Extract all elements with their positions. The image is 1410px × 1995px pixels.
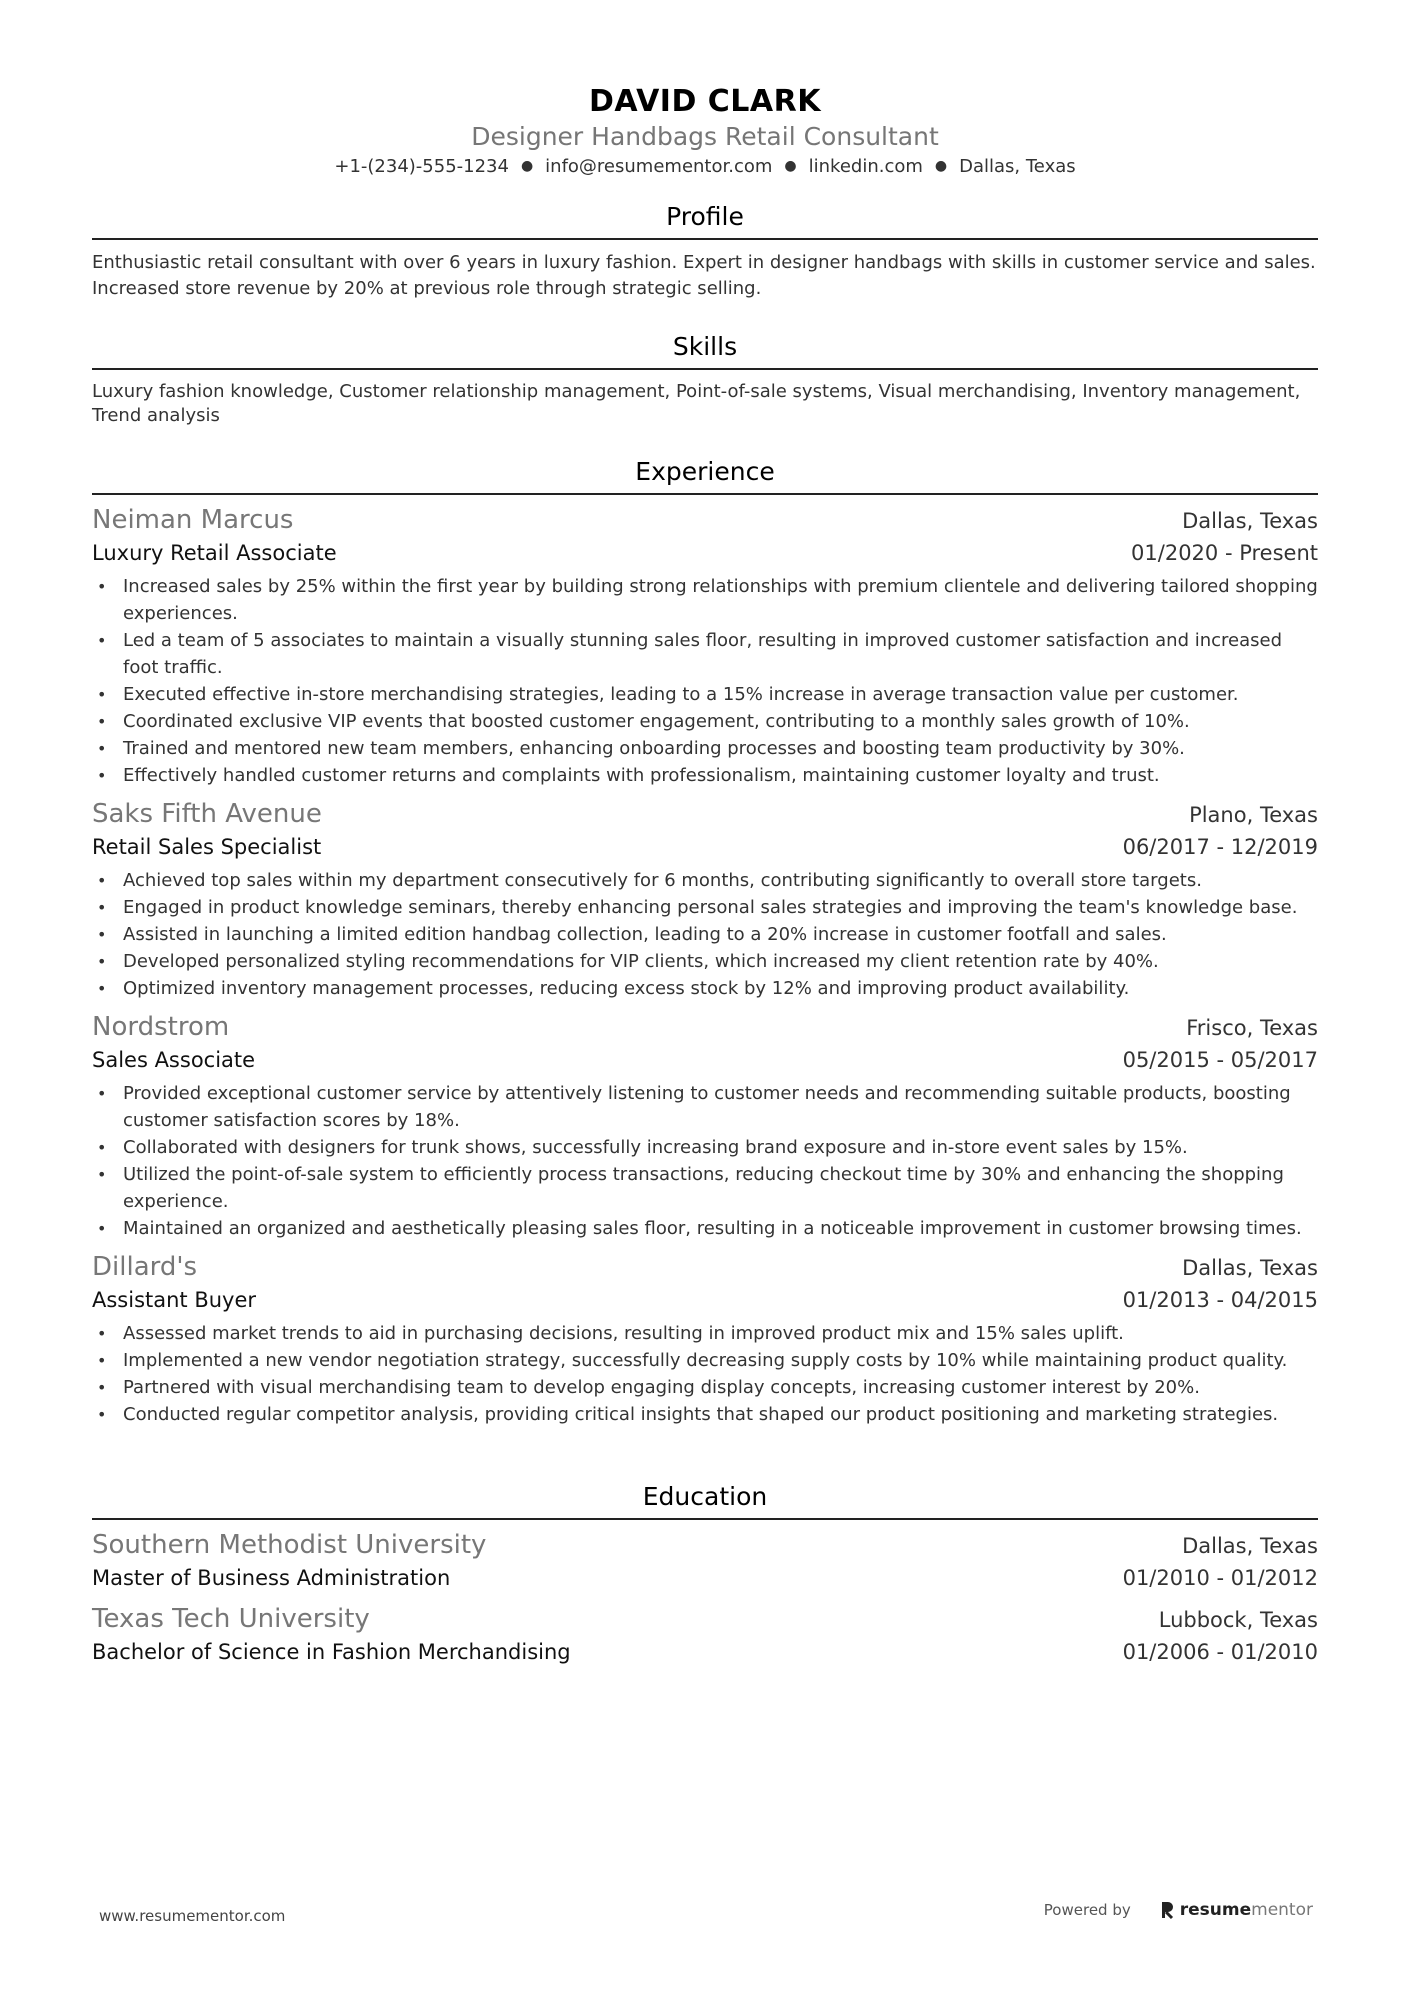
section-heading: Education bbox=[92, 1480, 1318, 1520]
bullet-item: • Assessed market trends to aid in purchasing decisions, resulting in improved product mix and 15% sales uplift. bbox=[92, 1320, 1318, 1347]
bullet-item: • Engaged in product knowledge seminars, thereby enhancing personal sales strategies and improving the team's knowledge base. bbox=[92, 894, 1318, 921]
school-location: Dallas, Texas bbox=[1182, 1534, 1318, 1558]
degree: Master of Business Administration bbox=[92, 1566, 451, 1590]
job-header bbox=[92, 503, 1318, 537]
job-subheader bbox=[92, 831, 1318, 863]
job-location: Frisco, Texas bbox=[1186, 1016, 1318, 1040]
company-name: Nordstrom bbox=[92, 1012, 230, 1042]
powered-by-label: Powered by bbox=[1043, 1901, 1131, 1919]
job-bullets bbox=[92, 1080, 1318, 1242]
brand-light: mentor bbox=[1251, 1900, 1313, 1920]
job-subheader bbox=[92, 1044, 1318, 1076]
bullet-item: • Effectively handled customer returns and complaints with professionalism, maintaining customer loyalty and trust. bbox=[92, 762, 1318, 789]
bullet-item: • Led a team of 5 associates to maintain a visually stunning sales floor, resulting in improved customer satisfaction and increased foot traffic. bbox=[92, 627, 1318, 681]
education-header bbox=[92, 1602, 1318, 1636]
linkedin-link[interactable]: linkedin.com bbox=[808, 156, 923, 177]
job-location: Plano, Texas bbox=[1189, 803, 1318, 827]
bullet-item: • Executed effective in-store merchandising strategies, leading to a 15% increase in average transaction value per customer. bbox=[92, 681, 1318, 708]
resumementor-logo[interactable] bbox=[1159, 1900, 1313, 1920]
bullet-separator: ● bbox=[934, 158, 948, 174]
education-section bbox=[92, 1480, 1318, 1668]
job-bullets bbox=[92, 1320, 1318, 1428]
job-entry bbox=[92, 1010, 1318, 1242]
candidate-name: DAVID CLARK bbox=[588, 84, 821, 119]
brand-bold: resume bbox=[1179, 1900, 1252, 1920]
profile-section bbox=[92, 200, 1318, 302]
contact-location: Dallas, Texas bbox=[959, 156, 1076, 177]
footer-brand bbox=[1044, 1900, 1313, 1920]
job-bullets bbox=[92, 867, 1318, 1002]
bullet-item: • Collaborated with designers for trunk shows, successfully increasing brand exposure and in-store event sales by 15%. bbox=[92, 1134, 1318, 1161]
bullet-separator: ● bbox=[520, 158, 534, 174]
job-entry bbox=[92, 1250, 1318, 1428]
bullet-item: • Provided exceptional customer service by attentively listening to customer needs and recommending suitable products, boosting customer satisfaction scores by 18%. bbox=[92, 1080, 1318, 1134]
section-heading: Profile bbox=[92, 200, 1318, 240]
job-role: Retail Sales Specialist bbox=[92, 835, 322, 859]
company-name: Dillard's bbox=[92, 1252, 198, 1282]
school-name: Texas Tech University bbox=[92, 1604, 370, 1634]
company-name: Saks Fifth Avenue bbox=[92, 799, 322, 829]
skills-section bbox=[92, 330, 1318, 428]
bullet-item: • Developed personalized styling recommendations for VIP clients, which increased my client retention rate by 40%. bbox=[92, 948, 1318, 975]
job-role: Luxury Retail Associate bbox=[92, 541, 337, 565]
job-header bbox=[92, 797, 1318, 831]
bullet-item: • Utilized the point-of-sale system to efficiently process transactions, reducing checkout time by 30% and enhancing the shopping experience. bbox=[92, 1161, 1318, 1215]
job-subheader bbox=[92, 537, 1318, 569]
school-name: Southern Methodist University bbox=[92, 1530, 487, 1560]
job-role: Assistant Buyer bbox=[92, 1288, 257, 1312]
job-header bbox=[92, 1250, 1318, 1284]
experience-section bbox=[92, 455, 1318, 1428]
schools-list bbox=[92, 1528, 1318, 1668]
job-title: Designer Handbags Retail Consultant bbox=[471, 122, 939, 151]
school-location: Lubbock, Texas bbox=[1158, 1608, 1318, 1632]
job-role: Sales Associate bbox=[92, 1048, 256, 1072]
education-header bbox=[92, 1528, 1318, 1562]
profile-text: Enthusiastic retail consultant with over 6 years in luxury fashion. Expert in designer handbags with skills in customer service and sales. Increased store revenue by 20% at previous role through strategic selling. bbox=[92, 252, 1316, 299]
job-dates: 01/2020 - Present bbox=[1131, 541, 1318, 565]
phone: +1-(234)-555-1234 bbox=[334, 156, 509, 177]
bullet-item: • Achieved top sales within my department consecutively for 6 months, contributing significantly to overall store targets. bbox=[92, 867, 1318, 894]
bullet-item: • Implemented a new vendor negotiation strategy, successfully decreasing supply costs by 10% while maintaining product quality. bbox=[92, 1347, 1318, 1374]
skills-text: Luxury fashion knowledge, Customer relationship management, Point-of-sale systems, Visual merchandising, Inventory management, Trend analysis bbox=[92, 381, 1301, 426]
education-entry bbox=[92, 1602, 1318, 1668]
bullet-item: • Trained and mentored new team members, enhancing onboarding processes and boosting team productivity by 30%. bbox=[92, 735, 1318, 762]
bullet-item: • Coordinated exclusive VIP events that boosted customer engagement, contributing to a monthly sales growth of 10%. bbox=[92, 708, 1318, 735]
job-bullets bbox=[92, 573, 1318, 789]
section-heading: Experience bbox=[92, 455, 1318, 495]
education-dates: 01/2006 - 01/2010 bbox=[1122, 1640, 1318, 1664]
section-heading: Skills bbox=[92, 330, 1318, 370]
bullet-item: • Assisted in launching a limited edition handbag collection, leading to a 20% increase in customer footfall and sales. bbox=[92, 921, 1318, 948]
job-location: Dallas, Texas bbox=[1182, 509, 1318, 533]
footer-website[interactable]: www.resumementor.com bbox=[99, 1907, 286, 1925]
education-dates: 01/2010 - 01/2012 bbox=[1122, 1566, 1318, 1590]
job-header bbox=[92, 1010, 1318, 1044]
job-entry bbox=[92, 797, 1318, 1002]
job-dates: 05/2015 - 05/2017 bbox=[1122, 1048, 1318, 1072]
logo-icon bbox=[1159, 1900, 1175, 1920]
job-entry bbox=[92, 503, 1318, 789]
job-subheader bbox=[92, 1284, 1318, 1316]
bullet-item: • Partnered with visual merchandising team to develop engaging display concepts, increasing customer interest by 20%. bbox=[92, 1374, 1318, 1401]
degree: Bachelor of Science in Fashion Merchandising bbox=[92, 1640, 571, 1664]
education-subheader bbox=[92, 1562, 1318, 1594]
bullet-item: • Optimized inventory management processes, reducing excess stock by 12% and improving product availability. bbox=[92, 975, 1318, 1002]
job-dates: 01/2013 - 04/2015 bbox=[1122, 1288, 1318, 1312]
contact-line bbox=[92, 154, 1318, 181]
jobs-list bbox=[92, 503, 1318, 1428]
bullet-item: • Conducted regular competitor analysis, providing critical insights that shaped our product positioning and marketing strategies. bbox=[92, 1401, 1318, 1428]
education-entry bbox=[92, 1528, 1318, 1594]
job-location: Dallas, Texas bbox=[1182, 1256, 1318, 1280]
email-link[interactable]: info@resumementor.com bbox=[545, 156, 773, 177]
education-subheader bbox=[92, 1636, 1318, 1668]
bullet-item: • Maintained an organized and aesthetically pleasing sales floor, resulting in a noticeable improvement in customer browsing times. bbox=[92, 1215, 1318, 1242]
bullet-separator: ● bbox=[784, 158, 797, 174]
company-name: Neiman Marcus bbox=[92, 505, 294, 535]
bullet-item: • Increased sales by 25% within the first year by building strong relationships with premium clientele and delivering tailored shopping experiences. bbox=[92, 573, 1318, 627]
job-dates: 06/2017 - 12/2019 bbox=[1122, 835, 1318, 859]
